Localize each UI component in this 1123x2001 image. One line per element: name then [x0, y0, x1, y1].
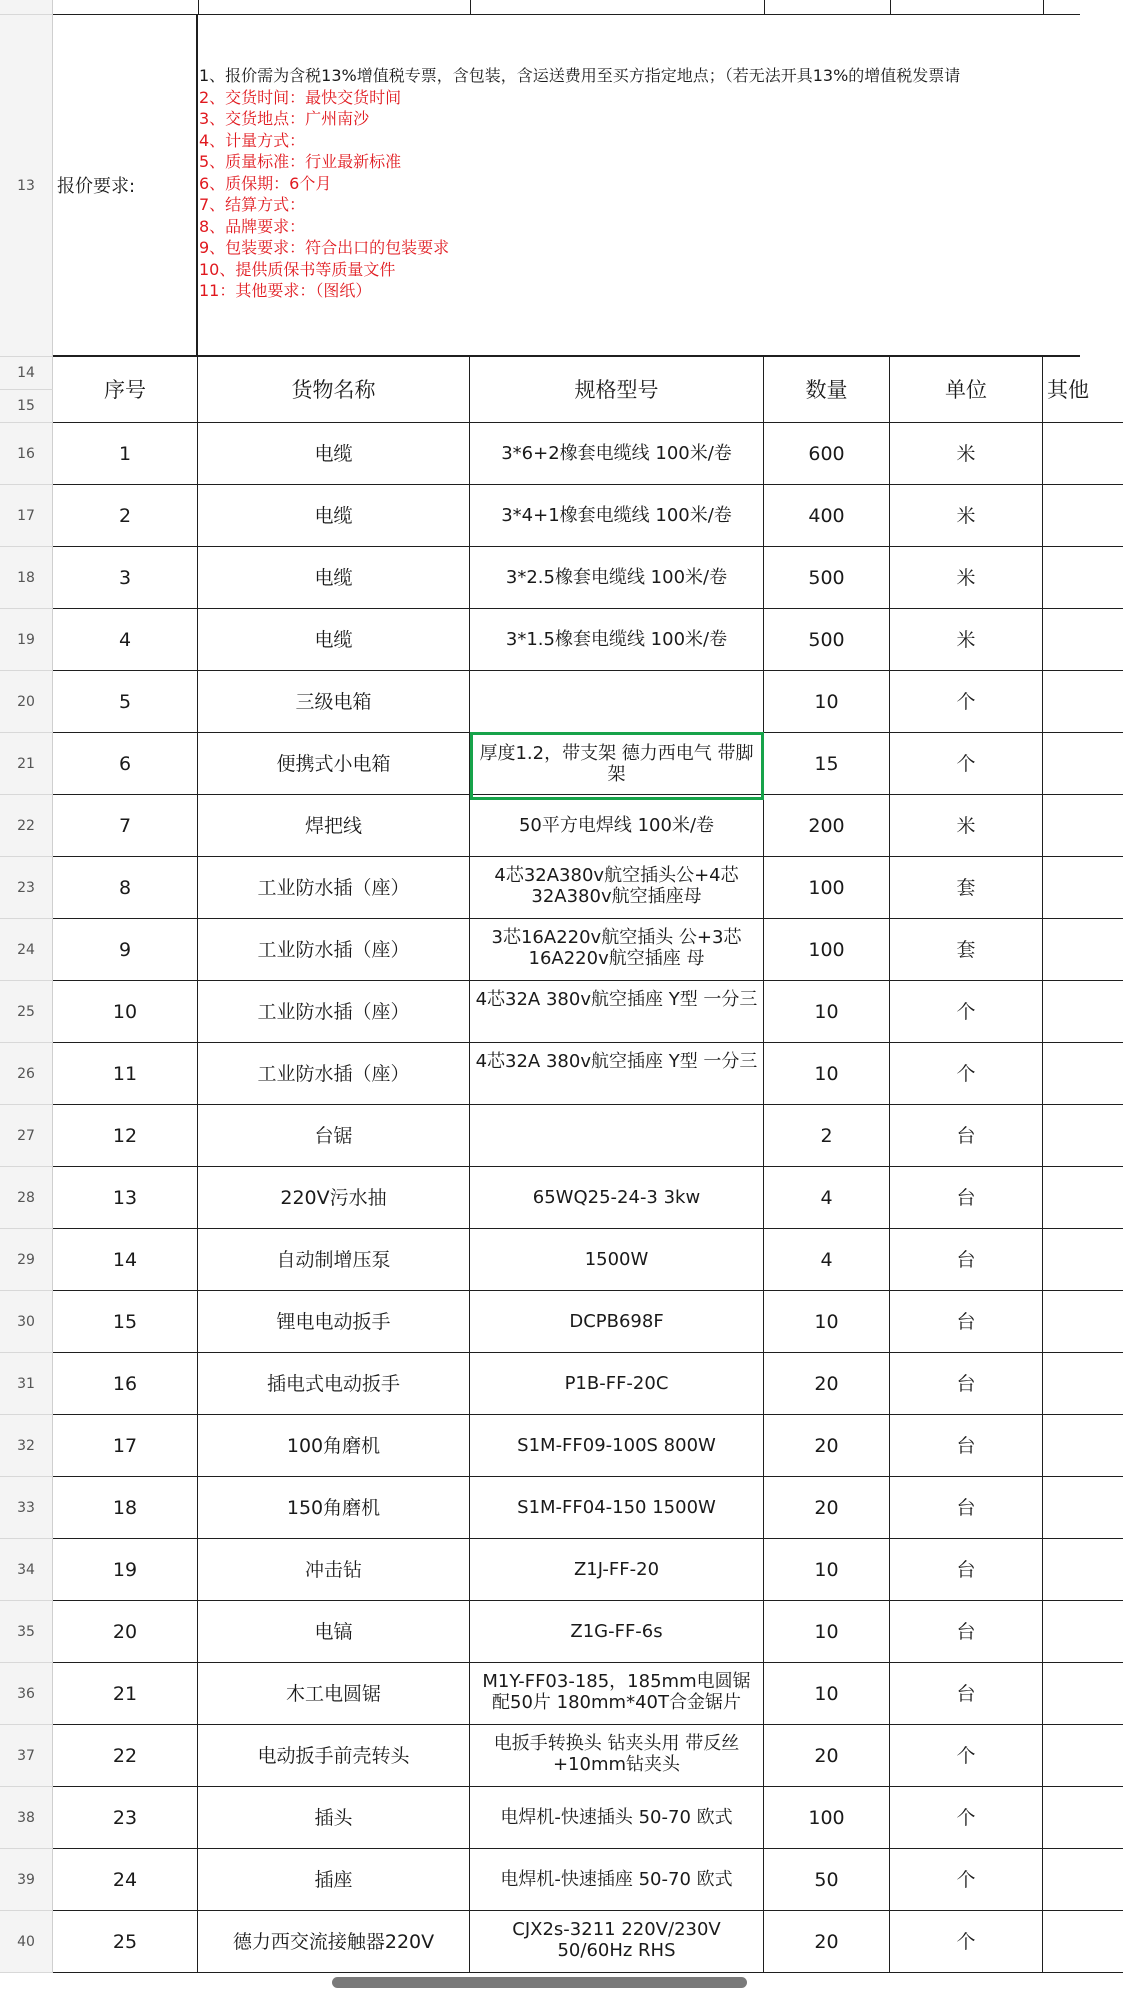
- requirement-line: 9、包装要求：符合出口的包装要求: [199, 238, 450, 257]
- cell-no[interactable]: 20: [53, 1601, 198, 1663]
- header-spec[interactable]: 规格型号: [470, 357, 764, 423]
- row-header[interactable]: 15: [0, 390, 53, 423]
- cell-unit[interactable]: 台: [890, 1167, 1043, 1229]
- cell-unit[interactable]: 米: [890, 609, 1043, 671]
- cell-no[interactable]: 18: [53, 1477, 198, 1539]
- cell-spec[interactable]: S1M-FF09-100S 800W: [470, 1415, 764, 1477]
- cell-spec[interactable]: 1500W: [470, 1229, 764, 1291]
- cell-no[interactable]: 25: [53, 1911, 198, 1973]
- cell-qty[interactable]: 20: [764, 1477, 890, 1539]
- cell-spec[interactable]: 电焊机-快速插座 50-70 欧式: [470, 1849, 764, 1911]
- row-header[interactable]: 39: [0, 1849, 53, 1911]
- cell-spec[interactable]: [470, 1105, 764, 1167]
- cell-other[interactable]: [1043, 857, 1123, 919]
- row-header[interactable]: 24: [0, 919, 53, 981]
- cell-spec[interactable]: 4芯32A380v航空插头公+4芯32A380v航空插座母: [470, 857, 764, 919]
- cell-name[interactable]: 电缆: [198, 609, 470, 671]
- cell-name[interactable]: 150角磨机: [198, 1477, 470, 1539]
- requirements-text: [199, 65, 1080, 302]
- cell-unit[interactable]: 台: [890, 1291, 1043, 1353]
- row-header[interactable]: 30: [0, 1291, 53, 1353]
- cell-other[interactable]: [1043, 1105, 1123, 1167]
- cell-qty[interactable]: 10: [764, 1601, 890, 1663]
- cell-spec[interactable]: 电扳手转换头 钻夹头用 带反丝+10mm钻夹头: [470, 1725, 764, 1787]
- cell-name[interactable]: 自动制增压泵: [198, 1229, 470, 1291]
- row-header[interactable]: 17: [0, 485, 53, 547]
- cell-name[interactable]: 冲击钻: [198, 1539, 470, 1601]
- cell-other[interactable]: [1043, 795, 1123, 857]
- cell-name[interactable]: 工业防水插（座）: [198, 857, 470, 919]
- cell-qty[interactable]: 10: [764, 1291, 890, 1353]
- cell-other[interactable]: [1043, 1477, 1123, 1539]
- row-header[interactable]: 29: [0, 1229, 53, 1291]
- cell-qty[interactable]: 200: [764, 795, 890, 857]
- cell-unit[interactable]: 套: [890, 919, 1043, 981]
- cell-no[interactable]: 8: [53, 857, 198, 919]
- cell-qty[interactable]: 10: [764, 981, 890, 1043]
- cell-no[interactable]: 4: [53, 609, 198, 671]
- cell-no[interactable]: 3: [53, 547, 198, 609]
- cell-name[interactable]: 台锯: [198, 1105, 470, 1167]
- cell-qty[interactable]: 20: [764, 1353, 890, 1415]
- cell-spec[interactable]: S1M-FF04-150 1500W: [470, 1477, 764, 1539]
- cell-qty[interactable]: 10: [764, 671, 890, 733]
- cell-unit[interactable]: 套: [890, 857, 1043, 919]
- cell-unit[interactable]: 台: [890, 1477, 1043, 1539]
- cell-other[interactable]: [1043, 1415, 1123, 1477]
- cell-name[interactable]: 电动扳手前壳转头: [198, 1725, 470, 1787]
- cell-name[interactable]: 工业防水插（座）: [198, 919, 470, 981]
- previous-row-strip: [53, 0, 1080, 15]
- row-header[interactable]: 36: [0, 1663, 53, 1725]
- cell-qty[interactable]: 50: [764, 1849, 890, 1911]
- cell-no[interactable]: 6: [53, 733, 198, 795]
- requirement-line: 11：其他要求：（图纸）: [199, 281, 372, 300]
- cell-qty[interactable]: 500: [764, 547, 890, 609]
- cell-other[interactable]: [1043, 1911, 1123, 1973]
- cell-no[interactable]: 15: [53, 1291, 198, 1353]
- cell-name[interactable]: 便携式小电箱: [198, 733, 470, 795]
- cell-unit[interactable]: 个: [890, 1725, 1043, 1787]
- cell-other[interactable]: [1043, 1353, 1123, 1415]
- row-header[interactable]: 26: [0, 1043, 53, 1105]
- cell-no[interactable]: 21: [53, 1663, 198, 1725]
- requirement-line: 10、提供质保书等质量文件: [199, 259, 396, 279]
- cell-spec[interactable]: 3*1.5橡套电缆线 100米/卷: [470, 609, 764, 671]
- cell-unit[interactable]: 米: [890, 795, 1043, 857]
- cell-other[interactable]: [1043, 1849, 1123, 1911]
- cell-other[interactable]: [1043, 733, 1123, 795]
- cell-qty[interactable]: 2: [764, 1105, 890, 1167]
- cell-name[interactable]: 电镐: [198, 1601, 470, 1663]
- cell-no[interactable]: 24: [53, 1849, 198, 1911]
- requirement-line: 4、计量方式：: [199, 130, 306, 150]
- cell-name[interactable]: 德力西交流接触器220V: [198, 1911, 470, 1973]
- cell-unit[interactable]: 个: [890, 671, 1043, 733]
- cell-name[interactable]: 插电式电动扳手: [198, 1353, 470, 1415]
- cell-no[interactable]: 1: [53, 423, 198, 485]
- row-header[interactable]: 31: [0, 1353, 53, 1415]
- cell-qty[interactable]: 20: [764, 1911, 890, 1973]
- header-other[interactable]: 其他: [1043, 357, 1123, 423]
- row-header[interactable]: 35: [0, 1601, 53, 1663]
- row-header[interactable]: [0, 0, 53, 15]
- cell-spec[interactable]: 4芯32A 380v航空插座 Y型 一分三: [470, 1043, 764, 1105]
- row-header[interactable]: 21: [0, 733, 53, 795]
- cell-other[interactable]: [1043, 981, 1123, 1043]
- row-header[interactable]: 28: [0, 1167, 53, 1229]
- cell-name[interactable]: 插座: [198, 1849, 470, 1911]
- row-header[interactable]: 20: [0, 671, 53, 733]
- cell-no[interactable]: 5: [53, 671, 198, 733]
- cell-name[interactable]: 电缆: [198, 547, 470, 609]
- cell-qty[interactable]: 15: [764, 733, 890, 795]
- cell-qty[interactable]: 100: [764, 1787, 890, 1849]
- header-name[interactable]: 货物名称: [198, 357, 470, 423]
- cell-spec[interactable]: 65WQ25-24-3 3kw: [470, 1167, 764, 1229]
- cell-unit[interactable]: 台: [890, 1415, 1043, 1477]
- cell-no[interactable]: 7: [53, 795, 198, 857]
- cell-qty[interactable]: 400: [764, 485, 890, 547]
- cell-name[interactable]: 工业防水插（座）: [198, 981, 470, 1043]
- cell-other[interactable]: [1043, 1787, 1123, 1849]
- cell-name[interactable]: 电缆: [198, 423, 470, 485]
- cell-other[interactable]: [1043, 1663, 1123, 1725]
- cell-spec[interactable]: 厚度1.2，带支架 德力西电气 带脚架: [470, 733, 764, 795]
- cell-name[interactable]: 锂电电动扳手: [198, 1291, 470, 1353]
- requirement-line: 2、交货时间：最快交货时间: [199, 87, 402, 107]
- cell-no[interactable]: 2: [53, 485, 198, 547]
- cell-qty[interactable]: 600: [764, 423, 890, 485]
- cell-other[interactable]: [1043, 1167, 1123, 1229]
- cell-no[interactable]: 9: [53, 919, 198, 981]
- cell-spec[interactable]: M1Y-FF03-185，185mm电圆锯 配50片 180mm*40T合金锯片: [470, 1663, 764, 1725]
- cell-unit[interactable]: 台: [890, 1539, 1043, 1601]
- row-header[interactable]: 23: [0, 857, 53, 919]
- cell-no[interactable]: 19: [53, 1539, 198, 1601]
- cell-no[interactable]: 14: [53, 1229, 198, 1291]
- cell-spec[interactable]: 3*4+1橡套电缆线 100米/卷: [470, 485, 764, 547]
- requirement-line: 8、品牌要求：: [199, 216, 306, 236]
- cell-qty[interactable]: 500: [764, 609, 890, 671]
- cell-name[interactable]: 木工电圆锯: [198, 1663, 470, 1725]
- row-header[interactable]: 38: [0, 1787, 53, 1849]
- cell-qty[interactable]: 4: [764, 1229, 890, 1291]
- cell-qty[interactable]: 20: [764, 1415, 890, 1477]
- cell-spec[interactable]: P1B-FF-20C: [470, 1353, 764, 1415]
- cell-name[interactable]: 220V污水抽: [198, 1167, 470, 1229]
- cell-other[interactable]: [1043, 1291, 1123, 1353]
- requirement-line: 3、交货地点：广州南沙: [199, 109, 370, 128]
- cell-spec[interactable]: CJX2s-3211 220V/230V 50/60Hz RHS: [470, 1911, 764, 1973]
- requirement-line: 1、报价需为含税13%增值税专票，含包装，含运送费用至买方指定地点；（若无法开具13%的增值税发票请: [199, 66, 961, 85]
- requirements-label: 报价要求:: [53, 15, 198, 355]
- cell-unit[interactable]: 个: [890, 1911, 1043, 1973]
- cell-other[interactable]: [1043, 423, 1123, 485]
- row-header[interactable]: 40: [0, 1911, 53, 1973]
- cell-unit[interactable]: 个: [890, 733, 1043, 795]
- cell-no[interactable]: 11: [53, 1043, 198, 1105]
- cell-name[interactable]: 插头: [198, 1787, 470, 1849]
- row-header[interactable]: 25: [0, 981, 53, 1043]
- header-qty[interactable]: 数量: [764, 357, 890, 423]
- cell-qty[interactable]: 4: [764, 1167, 890, 1229]
- cell-spec[interactable]: DCPB698F: [470, 1291, 764, 1353]
- row-header[interactable]: 37: [0, 1725, 53, 1787]
- cell-spec[interactable]: 4芯32A 380v航空插座 Y型 一分三: [470, 981, 764, 1043]
- row-header[interactable]: 27: [0, 1105, 53, 1167]
- cell-other[interactable]: [1043, 1725, 1123, 1787]
- cell-other[interactable]: [1043, 1229, 1123, 1291]
- cell-other[interactable]: [1043, 671, 1123, 733]
- cell-spec[interactable]: Z1J-FF-20: [470, 1539, 764, 1601]
- cell-qty[interactable]: 20: [764, 1725, 890, 1787]
- cell-spec[interactable]: Z1G-FF-6s: [470, 1601, 764, 1663]
- cell-no[interactable]: 23: [53, 1787, 198, 1849]
- cell-unit[interactable]: 米: [890, 547, 1043, 609]
- row-header[interactable]: 19: [0, 609, 53, 671]
- cell-other[interactable]: [1043, 1601, 1123, 1663]
- requirements-row[interactable]: [53, 15, 1080, 357]
- cell-qty[interactable]: 10: [764, 1663, 890, 1725]
- cell-unit[interactable]: 个: [890, 1787, 1043, 1849]
- cell-spec[interactable]: 3*6+2橡套电缆线 100米/卷: [470, 423, 764, 485]
- cell-name[interactable]: 焊把线: [198, 795, 470, 857]
- cell-spec[interactable]: 3芯16A220v航空插头 公+3芯16A220v航空插座 母: [470, 919, 764, 981]
- cell-qty[interactable]: 10: [764, 1043, 890, 1105]
- cell-spec[interactable]: [470, 671, 764, 733]
- cell-qty[interactable]: 100: [764, 919, 890, 981]
- requirement-line: 6、质保期：6个月: [199, 173, 332, 193]
- requirement-line: 7、结算方式：: [199, 195, 306, 214]
- cell-unit[interactable]: 米: [890, 485, 1043, 547]
- cell-name[interactable]: 100角磨机: [198, 1415, 470, 1477]
- cell-unit[interactable]: 台: [890, 1601, 1043, 1663]
- cell-unit[interactable]: 台: [890, 1663, 1043, 1725]
- cell-other[interactable]: [1043, 919, 1123, 981]
- row-header[interactable]: 32: [0, 1415, 53, 1477]
- cell-no[interactable]: 22: [53, 1725, 198, 1787]
- row-header[interactable]: 13: [0, 15, 53, 357]
- cell-name[interactable]: 三级电箱: [198, 671, 470, 733]
- cell-no[interactable]: 10: [53, 981, 198, 1043]
- cell-other[interactable]: [1043, 609, 1123, 671]
- requirement-line: 5、质量标准：行业最新标准: [199, 152, 402, 171]
- horizontal-scrollbar[interactable]: [332, 1977, 747, 1988]
- cell-unit[interactable]: 台: [890, 1229, 1043, 1291]
- cell-unit[interactable]: 台: [890, 1353, 1043, 1415]
- cell-unit[interactable]: 个: [890, 1849, 1043, 1911]
- cell-unit[interactable]: 台: [890, 1105, 1043, 1167]
- row-header[interactable]: 18: [0, 547, 53, 609]
- cell-other[interactable]: [1043, 485, 1123, 547]
- header-no[interactable]: 序号: [53, 357, 198, 423]
- cell-unit[interactable]: 个: [890, 1043, 1043, 1105]
- row-header[interactable]: 14: [0, 357, 53, 390]
- cell-no[interactable]: 13: [53, 1167, 198, 1229]
- cell-qty[interactable]: 10: [764, 1539, 890, 1601]
- cell-other[interactable]: [1043, 1043, 1123, 1105]
- row-header[interactable]: 33: [0, 1477, 53, 1539]
- cell-qty[interactable]: 100: [764, 857, 890, 919]
- cell-no[interactable]: 16: [53, 1353, 198, 1415]
- row-header[interactable]: 16: [0, 423, 53, 485]
- cell-no[interactable]: 17: [53, 1415, 198, 1477]
- cell-other[interactable]: [1043, 547, 1123, 609]
- cell-name[interactable]: 电缆: [198, 485, 470, 547]
- row-header[interactable]: 34: [0, 1539, 53, 1601]
- cell-name[interactable]: 工业防水插（座）: [198, 1043, 470, 1105]
- header-unit[interactable]: 单位: [890, 357, 1043, 423]
- cell-unit[interactable]: 米: [890, 423, 1043, 485]
- cell-spec[interactable]: 50平方电焊线 100米/卷: [470, 795, 764, 857]
- cell-spec[interactable]: 3*2.5橡套电缆线 100米/卷: [470, 547, 764, 609]
- cell-other[interactable]: [1043, 1539, 1123, 1601]
- cell-unit[interactable]: 个: [890, 981, 1043, 1043]
- cell-spec[interactable]: 电焊机-快速插头 50-70 欧式: [470, 1787, 764, 1849]
- cell-no[interactable]: 12: [53, 1105, 198, 1167]
- row-header[interactable]: 22: [0, 795, 53, 857]
